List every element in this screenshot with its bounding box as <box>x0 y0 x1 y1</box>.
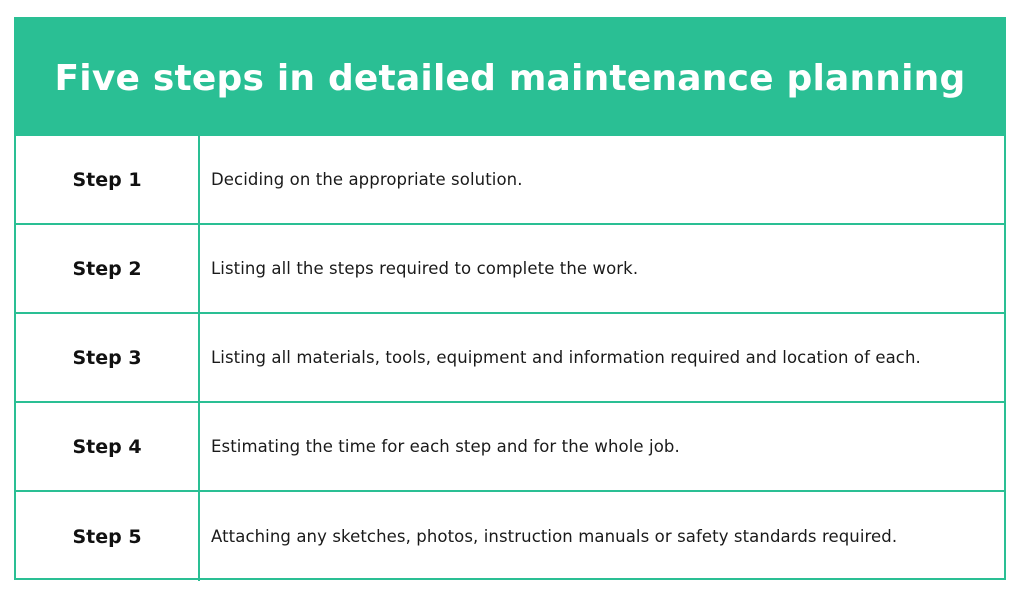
table-row <box>16 492 1004 581</box>
table-row <box>16 225 1004 314</box>
table-row <box>16 314 1004 403</box>
step-description: Estimating the time for each step and for the whole job. <box>211 437 680 456</box>
step-description: Listing all materials, tools, equipment and information required and location of each. <box>211 348 921 367</box>
step-description: Deciding on the appropriate solution. <box>211 170 523 189</box>
step-description: Listing all the steps required to complete the work. <box>211 259 639 278</box>
step-description: Attaching any sketches, photos, instruction manuals or safety standards required. <box>211 527 898 546</box>
step-label: Step 2 <box>16 225 200 312</box>
step-label: Step 5 <box>16 492 200 581</box>
table-row <box>16 136 1004 225</box>
step-label: Step 4 <box>16 403 200 490</box>
table-body <box>16 136 1004 581</box>
table-header <box>16 19 1004 136</box>
maintenance-steps-table <box>14 17 1006 580</box>
step-label: Step 1 <box>16 136 200 223</box>
table-row <box>16 403 1004 492</box>
step-label: Step 3 <box>16 314 200 401</box>
table-title: Five steps in detailed maintenance planning <box>54 58 966 99</box>
